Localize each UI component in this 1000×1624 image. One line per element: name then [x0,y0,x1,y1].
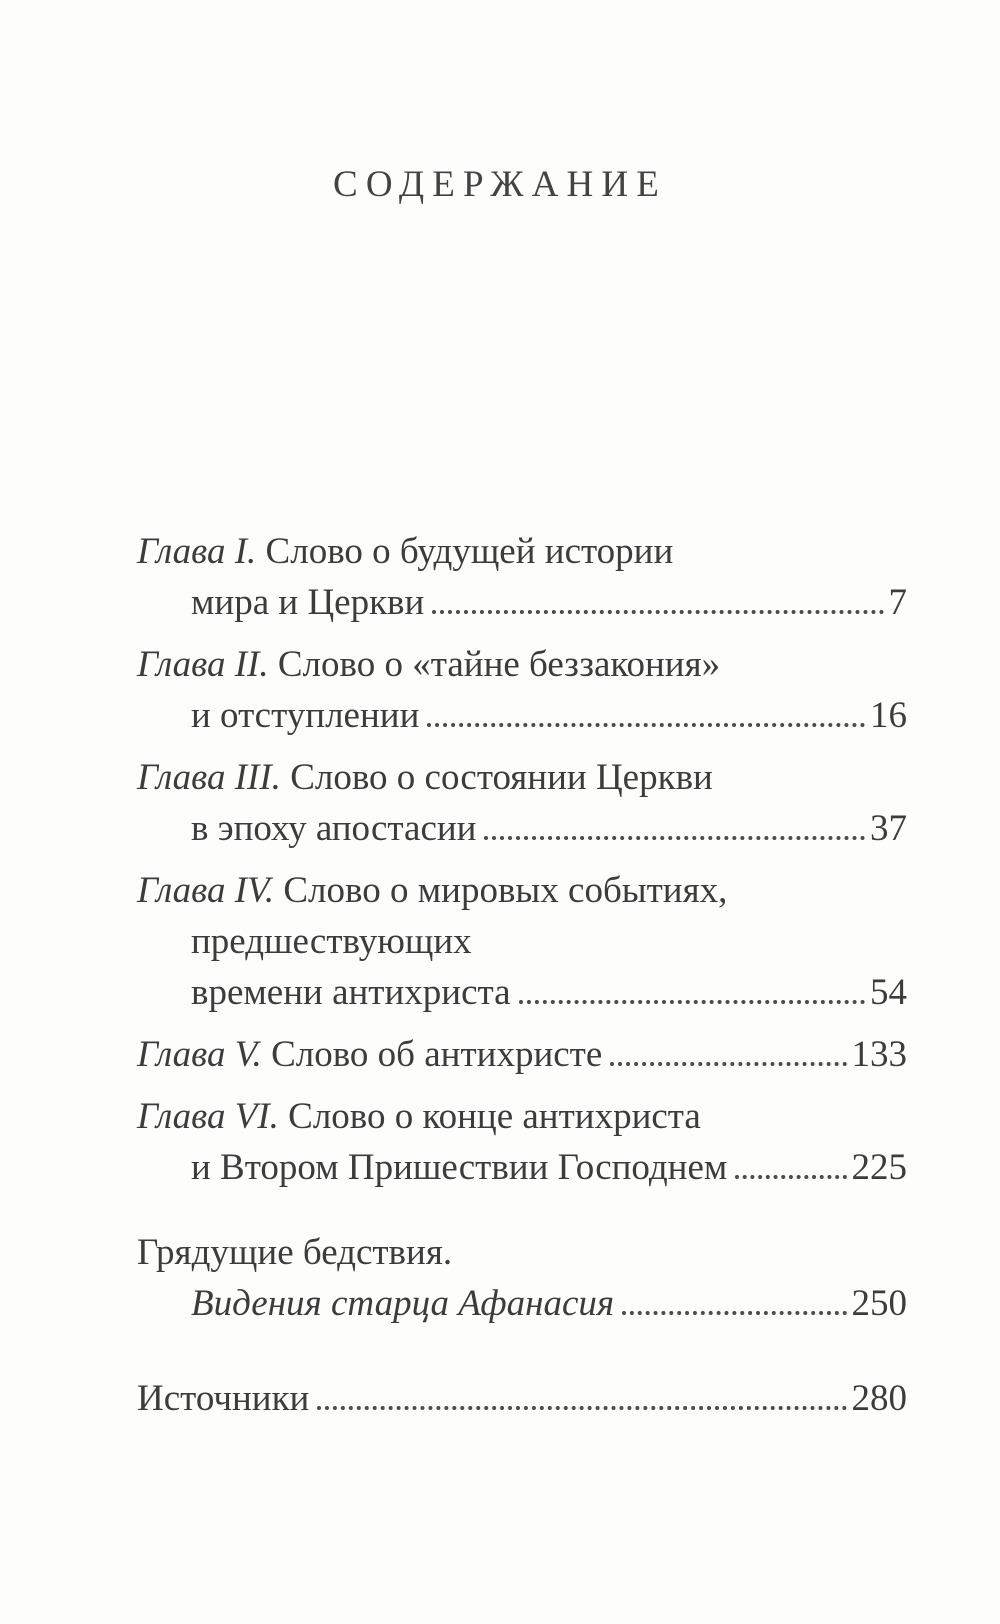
toc-line [137,690,907,741]
chapter-title-text: в эпоху апостасии [191,808,477,849]
toc-entry [137,526,907,628]
toc-line [137,865,907,916]
chapter-label: Глава III. [137,757,281,798]
page-number: 225 [851,1147,907,1188]
toc-entry [137,639,907,741]
page-number: 280 [851,1378,907,1419]
dot-leader [317,1406,846,1410]
toc-title: СОДЕРЖАНИЕ [333,164,667,205]
chapter-label: Глава IV. [137,870,275,911]
toc-entries [137,515,907,1424]
dot-leader [519,1000,865,1004]
toc-entry [137,865,907,1018]
toc-line [137,1091,907,1142]
chapter-label: Глава I. [137,531,257,572]
chapter-label: Глава VI. [137,1096,279,1137]
chapter-title-text: Слово о состоянии Церкви [280,757,713,798]
page-number: 250 [851,1283,907,1324]
chapter-title-text: Слово о конце антихриста [278,1096,701,1137]
chapter-title-text: Слово об антихристе [261,1034,603,1075]
toc-line [137,967,907,1018]
chapter-title-text: Слово о мировых событиях, [274,870,728,911]
chapter-title-text: времени антихриста [191,972,511,1013]
chapter-title-text: Источники [137,1378,310,1419]
page-number: 54 [870,972,907,1013]
chapter-title-text: и Втором Пришествии Господнем [191,1147,728,1188]
toc-line [137,639,907,690]
toc-line [137,577,907,628]
toc-line [137,803,907,854]
toc-line [137,1227,907,1278]
dot-leader [427,723,865,727]
chapter-title-text: мира и Церкви [191,582,425,623]
toc-line [137,1029,907,1080]
dot-leader [610,1062,846,1066]
chapter-label: Глава II. [137,644,269,685]
page-number: 16 [870,695,907,736]
toc-line [137,916,907,967]
chapter-title-text: Слово о «тайне беззакония» [268,644,721,685]
toc-line [137,1373,907,1424]
toc-entry [137,1029,907,1080]
page-number: 133 [851,1034,907,1075]
toc-entry [137,1373,907,1424]
dot-leader [735,1175,846,1179]
toc-entry [137,1227,907,1329]
chapter-label: Глава V. [137,1034,262,1075]
toc-line [137,526,907,577]
dot-leader [432,610,883,614]
toc-line [137,752,907,803]
chapter-title-text: Слово о будущей истории [256,531,674,572]
dot-leader [622,1311,846,1315]
chapter-title-text: Грядущие бедствия. [137,1232,453,1273]
book-page [0,163,1000,1624]
dot-leader [484,836,865,840]
toc-line [137,1278,907,1329]
toc-entry [137,1091,907,1193]
page-number: 37 [870,808,907,849]
chapter-title-text: и отступлении [191,695,420,736]
chapter-title-text: предшествующих [191,921,472,962]
toc-entry [137,752,907,854]
chapter-label: Видения старца Афанасия [191,1283,615,1324]
page-number: 7 [888,582,907,623]
toc-line [137,1142,907,1193]
